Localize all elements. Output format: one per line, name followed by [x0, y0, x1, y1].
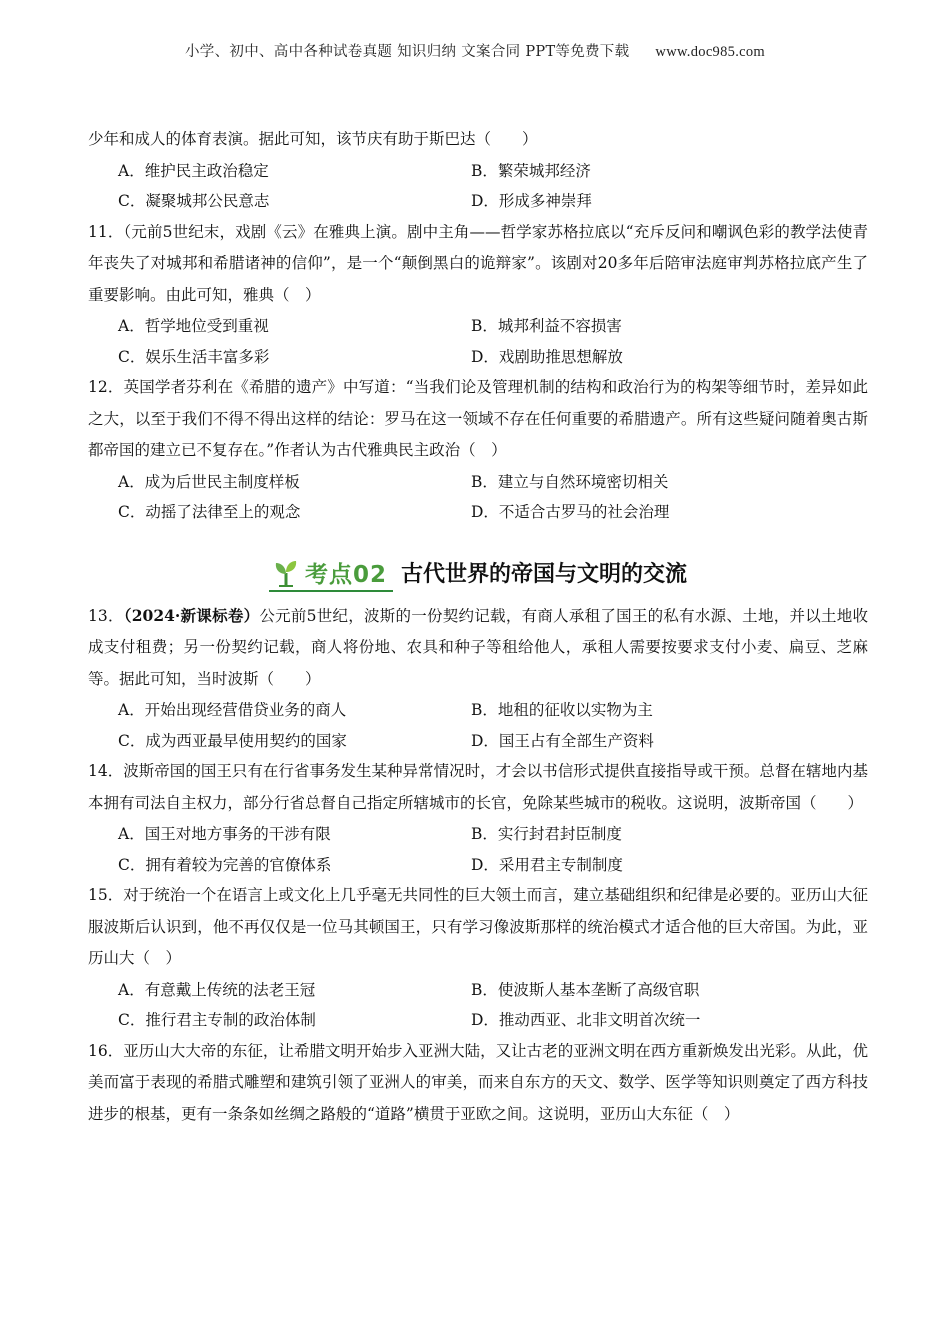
header-site-link[interactable]: www.doc985.com	[655, 44, 765, 60]
question-13-number: 13．	[88, 606, 124, 625]
option-d: D．形成多神崇拜	[471, 192, 592, 210]
question-16-stem: 16．亚历山大大帝的东征，让希腊文明开始步入亚洲大陆，又让古老的亚洲文明在西方重新焕发出光彩。从此，优美而富于表现的希腊式雕塑和建筑引领了亚洲人的审美，而来自东方的天文、数学、医学等知识则奠定了西方科技进步的根基，更有一条条如丝绸之路般的“道路”横贯于亚欧之间。这说明，亚历山大东征（ ）	[88, 1041, 868, 1123]
option-d: D．戏剧助推思想解放	[471, 347, 623, 366]
question-14-stem: 14．波斯帝国的国王只有在行省事务发生某种异常情况时，才会以书信形式提供直接指导或干预。总督在辖地内基本拥有司法自主权力，部分行省总督自己指定所辖城市的长官，免除某些城市的税收。这说明，波斯帝国（ ）	[88, 762, 868, 812]
option-c: C．动摇了法律至上的观念	[118, 503, 301, 521]
option-d: D．不适合古罗马的社会治理	[471, 503, 670, 521]
option-b: B．使波斯人基本垄断了高级官职	[471, 980, 700, 999]
option-a: A．哲学地位受到重视	[118, 317, 269, 335]
section-badge	[269, 556, 393, 592]
option-b: B．城邦利益不容损害	[471, 317, 622, 335]
question-11	[88, 217, 868, 373]
option-d: D．国王占有全部生产资料	[471, 731, 654, 750]
question-15	[88, 880, 868, 1036]
question-14	[88, 756, 868, 880]
question-12	[88, 372, 868, 528]
option-a: A．维护民主政治稳定	[118, 161, 269, 180]
option-a: A．开始出现经营借贷业务的商人	[118, 701, 347, 719]
option-b: B．建立与自然环境密切相关	[471, 472, 669, 491]
option-d: D．推动西亚、北非文明首次统一	[471, 1011, 701, 1029]
question-13-text: 公元前5世纪，波斯的一份契约记载，有商人承租了国王的私有水源、土地，并以土地收成支付租费；另一份契约记载，商人将份地、农具和种子等租给他人，承租人需要按要求支付小麦、扁豆、芝麻等。据此可知，当时波斯（ ）	[88, 606, 868, 688]
question-13-stem	[88, 600, 868, 696]
question-11-options	[88, 311, 868, 372]
header-text: 小学、初中、高中各种试卷真题 知识归纳 文案合同 PPT等免费下载	[185, 44, 630, 60]
question-13	[88, 600, 868, 757]
option-b: B．繁荣城邦经济	[471, 161, 591, 180]
option-d: D．采用君主专制制度	[471, 855, 623, 874]
question-15-options	[88, 975, 868, 1036]
question-14-options	[88, 819, 868, 880]
option-c: C．拥有着较为完善的官僚体系	[118, 855, 332, 874]
question-13-source: （2024·新课标卷）	[123, 605, 260, 625]
page-header	[0, 40, 950, 61]
option-b: B．地租的征收以实物为主	[471, 701, 653, 719]
question-12-stem: 12．英国学者芬利在《希腊的遗产》中写道：“当我们论及管理机制的结构和政治行为的构架等细节时，差异如此之大，以至于我们不得不得出这样的结论：罗马在这一领域不存在任何重要的希腊遗产。所有这些疑问随着奥古斯都帝国的建立已不复存在。”作者认为古代雅典民主政治（ ）	[88, 378, 868, 459]
option-c: C．推行君主专制的政治体制	[118, 1011, 316, 1029]
option-a: A．国王对地方事务的干涉有限	[118, 825, 331, 843]
option-a: A．有意戴上传统的法老王冠	[118, 980, 316, 999]
section-badge-label: 考点02	[304, 562, 387, 588]
question-15-stem: 15．对于统治一个在语言上或文化上几乎毫无共同性的巨大领土而言，建立基础组织和纪律是必要的。亚历山大征服波斯后认识到，他不再仅仅是一位马其顿国王，只有学习像波斯那样的统治模式才适合他的巨大帝国。为此，亚历山大（ ）	[88, 886, 868, 967]
option-c: C．娱乐生活丰富多彩	[118, 347, 270, 366]
sprout-icon	[273, 559, 299, 587]
section-title: 古代世界的帝国与文明的交流	[401, 561, 688, 587]
option-c: C．成为西亚最早使用契约的国家	[118, 731, 347, 750]
question-16	[88, 1036, 868, 1131]
document-body	[88, 124, 868, 1130]
question-10	[88, 124, 868, 217]
option-c: C．凝聚城邦公民意志	[118, 192, 270, 210]
option-a: A．成为后世民主制度样板	[118, 472, 300, 491]
question-11-stem: 11．（元前5世纪末，戏剧《云》在雅典上演。剧中主角——哲学家苏格拉底以“充斥反问和嘲讽色彩的教学法使青年丧失了对城邦和希腊诸神的信仰”，是一个“颠倒黑白的诡辩家”。该剧对20多年后陪审法庭审判苏格拉底产生了重要影响。由此可知，雅典（ ）	[88, 222, 868, 304]
option-b: B．实行封君封臣制度	[471, 825, 622, 843]
question-10-stem: 少年和成人的体育表演。据此可知，该节庆有助于斯巴达（ ）	[88, 130, 538, 148]
question-12-options	[88, 467, 868, 528]
question-13-options	[88, 695, 868, 756]
question-10-options	[88, 156, 868, 217]
section-heading	[88, 532, 868, 592]
